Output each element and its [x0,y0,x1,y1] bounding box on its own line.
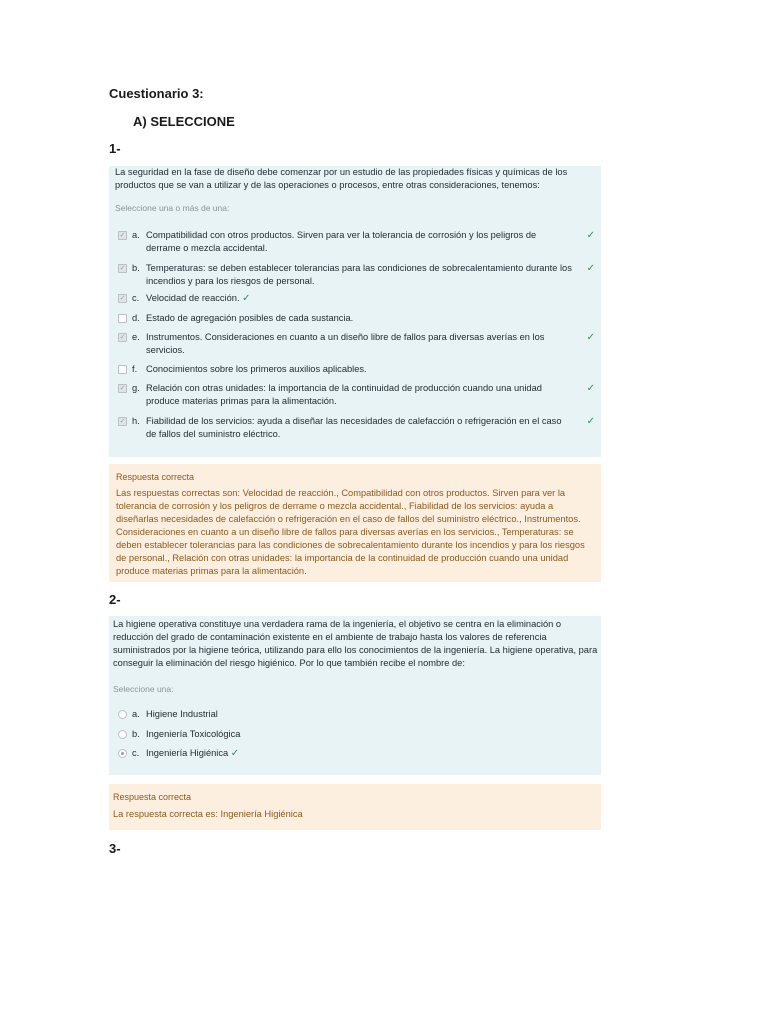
question-1-number: 1- [109,141,121,156]
question-2-prompt: Seleccione una: [113,684,174,694]
option-c-letter: c. [132,293,140,303]
option-h[interactable] [118,415,595,441]
option-h-letter: h. [132,416,140,426]
option-c-text: Velocidad de reacción. [146,293,240,303]
option-g-letter: g. [132,383,140,393]
option-a-text: Compatibilidad con otros productos. Sirven para ver la tolerancia de corrosión y los peligros de derrame o mezcla accidental. [146,230,537,253]
option-a[interactable] [118,229,595,255]
question-1-feedback [109,464,601,582]
question-1-text: La seguridad en la fase de diseño debe comenzar por un estudio de las propiedades físicas y químicas de los productos que se van a utilizar y de las operaciones o procesos, entre otras consideraciones, tenemos: [115,167,568,190]
option-f-text: Conocimientos sobre los primeros auxilios aplicables. [146,364,367,374]
section-heading: A) SELECCIONE [133,114,235,129]
checkbox-a[interactable]: ✓ [119,232,126,239]
option-2a-text: Higiene Industrial [146,709,218,719]
option-2a[interactable] [118,708,595,721]
checkbox-e[interactable]: ✓ [119,334,126,341]
question-2-number: 2- [109,592,121,607]
checkbox-d[interactable] [118,314,127,323]
option-2b[interactable] [118,728,595,741]
option-g[interactable] [118,382,595,408]
option-2b-text: Ingeniería Toxicológica [146,729,241,739]
option-d-letter: d. [132,313,140,323]
question-2-feedback [109,784,601,830]
check-icon: ✓ [586,230,595,241]
question-2-text: La higiene operativa constituye una verdadera rama de la ingeniería, el objetivo se centra en la eliminación o reducción del grado de contaminación existente en el ambiente de trabajo hasta los valores de referencia suministrados por la higiene teórica, utilizando para ello los conocimientos de la ingeniería. La higiene operativa, para conseguir la eliminación del riesgo higiénico. Por lo que también recibe el nombre de: [113,619,598,668]
radio-a[interactable] [118,710,127,719]
option-2b-letter: b. [132,729,140,739]
option-b[interactable] [118,262,595,288]
option-f[interactable] [118,363,595,376]
check-icon: ✓ [586,416,595,427]
option-2c-text: Ingeniería Higiénica [146,748,229,758]
option-d-text: Estado de agregación posibles de cada sustancia. [146,313,354,323]
check-icon: ✓ [586,332,595,343]
option-e-text: Instrumentos. Consideraciones en cuanto a un diseño libre de fallos para diversas averías en los servicios. [146,332,545,355]
checkbox-h[interactable]: ✓ [119,418,126,425]
check-icon: ✓ [230,748,240,759]
option-2c-letter: c. [132,748,140,758]
question-2-box [109,616,601,775]
option-e-letter: e. [132,332,140,342]
feedback-2-title: Respuesta correcta [113,792,192,802]
option-b-text: Temperaturas: se deben establecer tolerancias para las condiciones de sobrecalentamiento durante los incendios y para los riesgos de personal. [146,263,572,286]
checkbox-g[interactable]: ✓ [119,385,126,392]
option-f-letter: f. [132,364,138,374]
question-3-number: 3- [109,841,121,856]
option-d[interactable] [118,312,595,325]
option-c[interactable] [118,292,595,305]
radio-b[interactable] [118,730,127,739]
question-1-box [109,166,601,457]
option-2c[interactable] [118,747,595,760]
checkbox-c[interactable]: ✓ [119,295,126,302]
check-icon: ✓ [242,293,251,304]
check-icon: ✓ [586,383,595,394]
checkbox-f[interactable] [118,365,127,374]
radio-c[interactable] [118,749,127,758]
question-1-prompt: Seleccione una o más de una: [115,203,230,213]
check-icon: ✓ [586,263,595,274]
feedback-1-text: Las respuestas correctas son: Velocidad de reacción., Compatibilidad con otros productos. Sirven para ver la tolerancia de corrosión y los peligros de derrame o mezcla accidental., Fiabilidad de los servicios: ayuda a diseñarlas necesidades de calefacción o refrigeración en el caso de fallos del suministro eléctrico., Instrumentos. Consideraciones en cuanto a un diseño libre de fallos para diversas averías en los servicios., Temperaturas: se deben establecer tolerancias para las condiciones de sobrecalentamiento durante los incendios y para los riesgos de personal., Relación con otras unidades: la importancia de la continuidad de producción cuando una unidad produce materias primas para la alimentación. [116,488,585,576]
option-g-text: Relación con otras unidades: la importancia de la continuidad de producción cuando una unidad produce materias primas para la alimentación. [146,383,542,406]
option-h-text: Fiabilidad de los servicios: ayuda a diseñar las necesidades de calefacción o refrigeración en el caso de fallos del suministro eléctrico. [146,416,562,439]
option-a-letter: a. [132,230,140,240]
feedback-1-title: Respuesta correcta [116,472,195,482]
document-title: Cuestionario 3: [109,86,204,101]
option-e[interactable] [118,331,595,357]
option-b-letter: b. [132,263,140,273]
option-2a-letter: a. [132,709,140,719]
checkbox-b[interactable]: ✓ [119,265,126,272]
feedback-2-text: La respuesta correcta es: Ingeniería Higiénica [113,809,303,819]
